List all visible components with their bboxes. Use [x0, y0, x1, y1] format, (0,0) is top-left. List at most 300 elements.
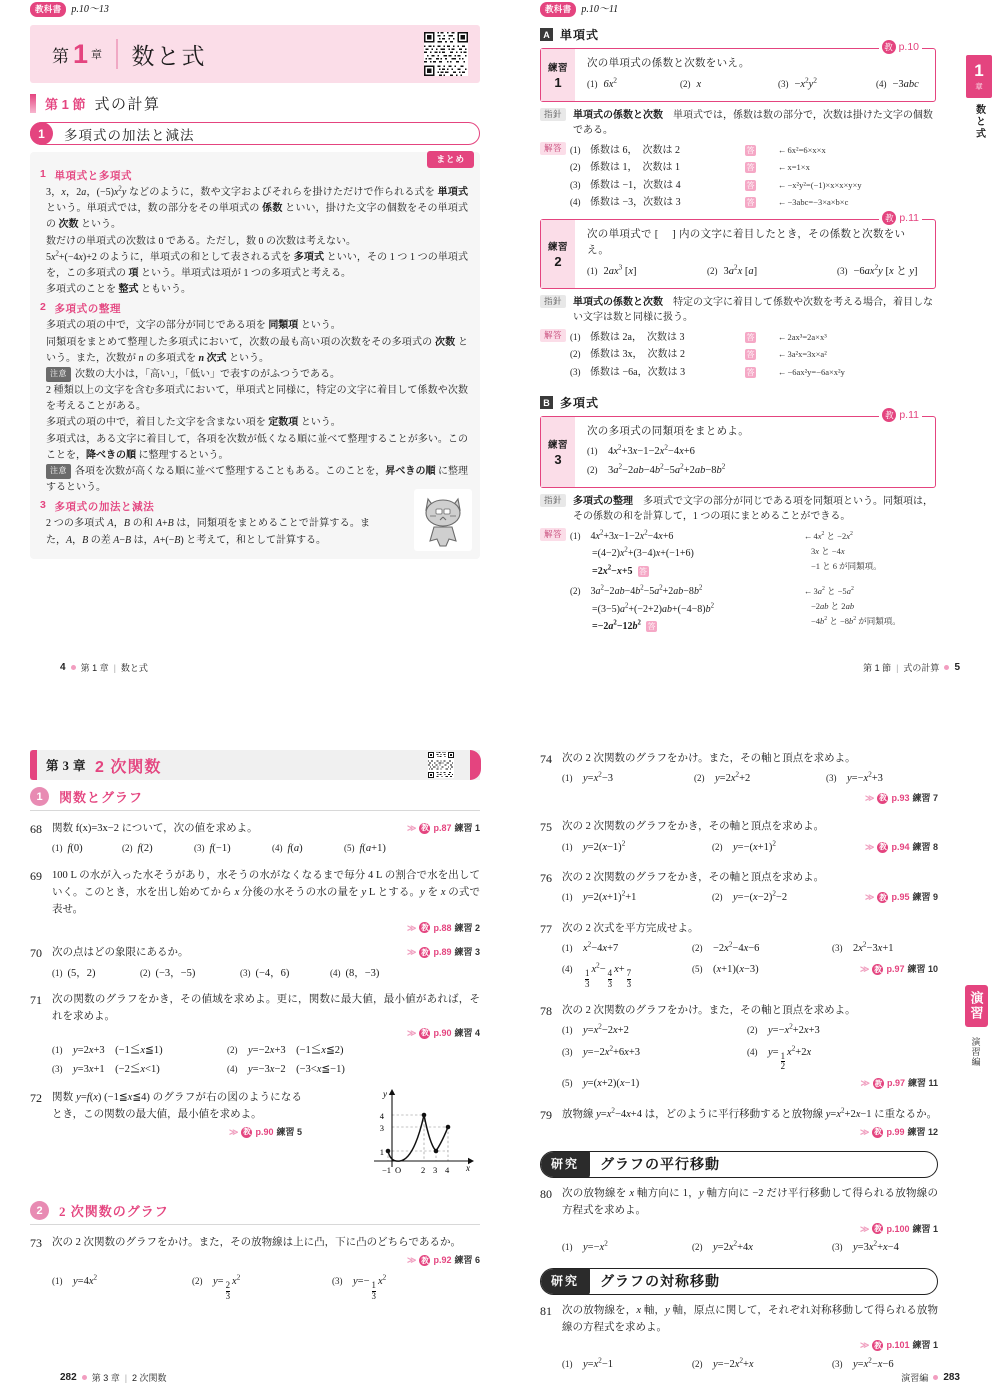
- practice-option: (2) x: [680, 78, 702, 90]
- summary-item-number: 1: [40, 168, 47, 180]
- practice-option: (4) −3abc: [876, 78, 919, 90]
- problem-options: [562, 940, 938, 957]
- section-accent-bar: [30, 94, 36, 113]
- problem-option: (3) (−4，6): [240, 967, 290, 979]
- problem-options: [562, 889, 938, 906]
- summary-item-heading: [40, 168, 468, 183]
- worked-note: $-4b^2$ と $-8b^2$ が同類項。: [811, 616, 901, 627]
- x-tick-4: 4: [445, 1165, 450, 1176]
- answer-note: ←3a²x=3x×a²: [778, 349, 827, 360]
- practice-tab-number: 3: [554, 452, 562, 468]
- summary-paragraph: 同類項をまとめて整理した多項式において，次数の最も高い項の次数をその多項式の 次数 という。また，次数が n の多項式を n 次式 という。: [46, 336, 468, 364]
- answer-mark-icon: 答: [746, 367, 755, 377]
- folio-right-top: [863, 661, 960, 674]
- practice-problem-1: [540, 41, 936, 102]
- folio-dot: [933, 1375, 938, 1380]
- worked-note: $\leftarrow 3a^2$ と $-5a^2$: [804, 586, 854, 597]
- qr-code-icon[interactable]: [428, 752, 454, 778]
- textbook-spread-bottom: [0, 700, 992, 1400]
- summary-note: 注意 各項を次数が高くなる順に並べて整理することもある。このことを，昇べきの順 に整理するという。: [46, 466, 469, 494]
- exercise-section-name: 関数とグラフ: [59, 790, 144, 805]
- problem-hint[interactable]: [860, 1125, 938, 1140]
- chapter-name: 数と式: [131, 43, 207, 69]
- problem-option: (4) $\frac{1}{3}$ $x^2-$ $\frac{4}{3}$ x+ $\frac{7}{3}$: [562, 961, 632, 989]
- textbook-reference-chip: [30, 0, 480, 17]
- problem-hint[interactable]: [861, 1076, 938, 1091]
- hint-label: 練習 8: [912, 841, 938, 852]
- summary-section: [30, 152, 480, 559]
- problem-option: (1) $y=-x^2$: [562, 1239, 608, 1254]
- shishin-block: [540, 494, 936, 525]
- x-tick-neg1: −1: [382, 1165, 392, 1176]
- chapter-number: 1: [73, 38, 89, 69]
- answer-note: ←−3abc=−3×a×b×c: [778, 197, 849, 208]
- shishin-title: 単項式の係数と次数: [573, 296, 664, 308]
- summary-item-heading: [40, 301, 468, 316]
- kenkyu-tag: 研究: [540, 1268, 590, 1295]
- chapter-side-tab-number: 1: [974, 61, 984, 80]
- problem-option: (5) (x+1)(x−3): [692, 964, 759, 976]
- hint-label: 練習 1: [454, 823, 480, 833]
- problem-hint[interactable]: [407, 921, 480, 936]
- problem-option: (1) $y=2(x-1)^2$: [562, 839, 626, 853]
- hint-label: 練習 9: [912, 892, 938, 903]
- practice-frame: [540, 48, 936, 102]
- exercise-side-tab-box: 演習: [965, 985, 988, 1027]
- textbook-mark-icon: 教: [874, 1340, 882, 1350]
- answer-text: 係数は −1，次数は 4: [590, 179, 681, 191]
- problem-option: (1) $y=x^2-3$: [562, 770, 613, 785]
- textbook-mark-icon: 教: [243, 1126, 251, 1136]
- summary-note: 注意 次数の大小は，「高い」，「低い」で表すのがふつうである。: [46, 367, 468, 383]
- practice-problem-3: [540, 409, 936, 487]
- textbook-chip-pages: p.10〜13: [71, 4, 109, 15]
- problem-option: (5) f(a+1): [344, 843, 386, 855]
- answer-index: (3): [570, 179, 581, 190]
- caution-tag: 注意: [46, 367, 71, 382]
- textbook-mark-icon: 教: [874, 1078, 883, 1088]
- hint-label: 練習 1: [912, 1223, 938, 1234]
- shishin-detail: 単項式では，係数は数の部分で，次数は掛けた文字の個数である。: [573, 109, 933, 137]
- worked-line: (1) $4x^2+3x-1-2x^2-4x+6$: [570, 529, 674, 542]
- x-tick-2: 2: [421, 1165, 426, 1176]
- hint-triangle-icon: ≫: [407, 922, 417, 933]
- hint-label: 練習 12: [907, 1127, 938, 1138]
- problem-option: (4) y= $\frac{1}{2}$ $x^2+2x$: [747, 1044, 812, 1072]
- hint-triangle-icon: ≫: [865, 841, 875, 852]
- section-name: 式の計算: [94, 97, 161, 113]
- problem-option: (1) $y=x^2-1$: [562, 1356, 613, 1371]
- answer-row: [570, 194, 936, 212]
- practice-body: [575, 49, 935, 101]
- chapter-side-tab-label: 数と式: [973, 104, 985, 140]
- problem-hint[interactable]: [865, 791, 938, 806]
- textbook-ref-page: p.11: [899, 211, 919, 224]
- problem-option: (3) $y=x^2-x-6$: [832, 1356, 894, 1371]
- textbook-mark-icon: 教: [882, 408, 896, 422]
- hint-triangle-icon: ≫: [860, 1127, 870, 1138]
- problem-hint[interactable]: [865, 890, 938, 905]
- answer-text: 係数は −6a，次数は 3: [590, 366, 686, 378]
- summary-item-title: 多項式の加法と減法: [54, 501, 155, 514]
- section-heading: [30, 93, 480, 114]
- practice-textbook-ref: [879, 408, 922, 422]
- caution-tag: 注意: [46, 464, 71, 479]
- practice-tab: [541, 220, 575, 288]
- problem-option: (2) $-2x^2-4x-6$: [692, 940, 760, 955]
- textbook-ref-page: p.10: [898, 41, 919, 53]
- hint-page: p.100: [886, 1223, 910, 1234]
- hint-triangle-icon: ≫: [860, 1078, 870, 1089]
- answer-mark-icon: 答: [746, 350, 755, 360]
- problem-hint[interactable]: [860, 1338, 938, 1353]
- problem-options: [52, 965, 480, 982]
- problem-71: [30, 991, 480, 1078]
- shishin-tag: 指針: [540, 494, 566, 507]
- textbook-mark-icon: 教: [882, 40, 896, 54]
- answer-mark-icon: 答: [746, 163, 755, 173]
- practice-question: 次の多項式の同類項をまとめよ。: [587, 426, 749, 438]
- problem-option: (5) y=(x+2)(x−1): [562, 1078, 640, 1090]
- folio-page-number: 5: [954, 662, 960, 673]
- answer-index: (2): [570, 349, 581, 360]
- group-name: 多項式: [560, 396, 600, 411]
- hint-triangle-icon: ≫: [407, 1027, 417, 1038]
- axis-label-x: x: [466, 1163, 470, 1174]
- problem-number: 71: [30, 993, 42, 1008]
- hint-triangle-icon: ≫: [407, 947, 417, 958]
- problem-text: 次の 2 次関数のグラフをかけ。また，その軸と頂点を求めよ。: [562, 1005, 856, 1017]
- folio-separator: |: [113, 662, 116, 673]
- problem-option: (1) $y=4x^2$: [52, 1273, 98, 1288]
- problem-option: (4) (8，−3): [330, 967, 380, 979]
- folio-chapter: 第 3 章: [91, 1373, 120, 1383]
- summary-paragraph: 多項式の項の中で，着目した文字を含まない項を 定数項 という。: [46, 417, 341, 429]
- page-left-top: [30, 0, 480, 690]
- worked-note: $\leftarrow 4x^2$ と $-2x^2$: [804, 530, 853, 541]
- folio-page-number: 282: [60, 1372, 77, 1383]
- problem-option: (2) (−3，−5): [140, 967, 196, 979]
- problem-hint[interactable]: [860, 1222, 938, 1237]
- summary-item-number: 3: [40, 499, 47, 512]
- answer-row: [570, 159, 936, 177]
- problem-options: [52, 1042, 480, 1059]
- problem-options: [52, 1061, 480, 1078]
- problem-options: [52, 840, 480, 857]
- kaitou-block: [540, 329, 936, 382]
- exercise-side-tab-label: 演習編: [970, 1037, 981, 1067]
- problem-hint[interactable]: [407, 821, 480, 836]
- worked-notes: [804, 583, 936, 636]
- problem-hint[interactable]: [860, 962, 938, 977]
- worked-line: $=2x^2-x+5$ 答: [592, 564, 648, 577]
- page-right-bottom: [540, 700, 990, 1400]
- mascot-illustration: [414, 489, 472, 551]
- axis-origin: O: [395, 1165, 402, 1176]
- problem-text: 次の点はどの象限にあるか。: [52, 947, 189, 959]
- textbook-mark-icon: 教: [421, 1255, 429, 1265]
- exercise-side-tab: [962, 985, 990, 1072]
- kaitou-block: [540, 142, 936, 212]
- summary-paragraph: 多項式は，ある文字に着目して，各項を次数が低くなる順に並べて整理することが多い。このことを，降べきの順 に整理するという。: [46, 433, 468, 461]
- worked-note: −2ab と 2ab: [811, 601, 855, 612]
- answer-mark-icon: 答: [746, 180, 755, 190]
- problem-number: 80: [540, 1186, 552, 1201]
- hint-triangle-icon: ≫: [860, 1223, 870, 1234]
- problem-78: [540, 1002, 938, 1093]
- problem-options: [562, 839, 938, 856]
- hint-page: p.88: [433, 922, 452, 933]
- problem-option: (2) $y=-(x-2)^2-2$: [712, 889, 788, 904]
- kaitou-tag: 解答: [540, 329, 566, 342]
- answer-index: (2): [570, 162, 581, 173]
- y-tick-3: 3: [379, 1123, 384, 1134]
- problem-option: (2) $y=-2x^2+x$: [692, 1356, 754, 1371]
- exercise-chapter-title: 2 次関数: [95, 758, 162, 776]
- problem-73: [30, 1234, 480, 1301]
- hint-triangle-icon: ≫: [229, 1126, 239, 1137]
- answer-row: [570, 177, 936, 195]
- answer-row: [570, 346, 936, 364]
- practice-option: (1) $4x^2+3x-1-2x^2-4x+6$: [587, 443, 695, 458]
- problem-option: (2) y= $\frac{2}{3}$ $x^2$: [192, 1273, 241, 1301]
- problem-number: 70: [30, 946, 42, 961]
- group-heading-a: [540, 26, 936, 43]
- textbook-mark-icon: 教: [879, 842, 887, 852]
- worked-solution: [570, 528, 936, 581]
- summary-paragraph: 多項式のことを 整式 ともいう。: [46, 284, 191, 296]
- practice-frame: [540, 416, 936, 487]
- practice-option: (1) $2ax^3$ [x]: [587, 263, 637, 278]
- kenkyu-title: グラフの対称移動: [600, 1275, 721, 1291]
- summary-item-heading: [40, 499, 468, 514]
- answer-row: [570, 364, 936, 382]
- problem-number: 79: [540, 1107, 552, 1122]
- summary-tag: まとめ: [427, 151, 474, 168]
- problem-option: (3) $y=-x^2+3$: [826, 770, 883, 785]
- practice-option: (1) $6x^2$: [587, 76, 617, 90]
- answer-mark-icon: 答: [746, 332, 755, 342]
- practice-body: [575, 417, 935, 486]
- problem-text: 次の 2 次関数のグラフをかけ。また，その放物線は上に凸，下に凸のどちらであるか。: [52, 1237, 461, 1249]
- practice-tab-title: 練習: [547, 441, 568, 452]
- hint-page: p.89: [433, 947, 452, 958]
- practice-tab-number: 1: [554, 74, 562, 90]
- problem-text: 放物線 $y=x^2-4x+4$ は，どのように平行移動すると放物線 $y=x^2+2x-1$ に重なるか。: [562, 1106, 938, 1120]
- practice-option: (2) $3a^2-2ab-4b^2-5a^2+2ab-8b^2$: [587, 462, 726, 477]
- problem-option: (3) y=3x+1 (−2≦x<1): [52, 1063, 160, 1075]
- textbook-ref-page: p.11: [899, 409, 919, 422]
- answer-text: 係数は 3x， 次数は 2: [590, 349, 686, 361]
- qr-code-icon[interactable]: [424, 32, 468, 76]
- shishin-title: 単項式の係数と次数: [573, 109, 664, 121]
- textbook-spread-top: [0, 0, 992, 690]
- textbook-reference-chip: [540, 0, 990, 17]
- problem-option: (2) $y=-(x+1)^2$: [712, 839, 776, 853]
- problem-68: [30, 820, 480, 858]
- problem-number: 73: [30, 1236, 42, 1251]
- kenkyu-title: グラフの平行移動: [600, 1158, 721, 1174]
- shishin-text: [573, 494, 936, 525]
- answer-note: ←−x²y²=(−1)×x×x×y×y: [778, 179, 862, 190]
- problem-number: 74: [540, 752, 552, 766]
- problem-80: [540, 1185, 938, 1257]
- hint-page: p.99: [886, 1127, 905, 1138]
- hint-page: p.97: [886, 1078, 905, 1089]
- problem-hint[interactable]: [407, 1026, 480, 1041]
- exercise-section-heading-1: [30, 787, 480, 806]
- summary-paragraph: 3，x，2a，$(-5)x^2y$ などのように，数や文字およびそれらを掛けただけで作られる式を 単項式 という。単項式では，数の部分をその単項式の 係数 といい，掛けた文字の個数をその単項式の 次数 という。: [46, 185, 469, 231]
- problem-options: [562, 770, 938, 787]
- worked-line: (2) $3a^2-2ab-4b^2-5a^2+2ab-8b^2$: [570, 585, 703, 598]
- summary-box: [30, 152, 480, 559]
- topic-badge: 1: [30, 122, 53, 145]
- kenkyu-heading-2: [540, 1268, 938, 1295]
- problem-hint[interactable]: [407, 1253, 480, 1268]
- chapter-prefix: 第: [52, 46, 70, 66]
- practice-problem-2: [540, 211, 936, 289]
- problem-options: [562, 1022, 938, 1039]
- summary-item-body: [40, 185, 468, 298]
- textbook-chip-label: 教科書: [30, 2, 66, 18]
- problem-option: (4) f(a): [272, 843, 303, 855]
- answer-index: (4): [570, 197, 581, 208]
- problem-text: 次の 2 次関数のグラフをかけ。また，その軸と頂点を求めよ。: [562, 753, 856, 764]
- folio-section: 第 1 節: [863, 663, 892, 673]
- problem-text: 次の放物線を x 軸方向に 1，y 軸方向に −2 だけ平行移動して得られる放物線の方程式を求めよ。: [562, 1187, 939, 1217]
- hint-page: p.101: [886, 1340, 910, 1351]
- problem-72: [30, 1089, 480, 1185]
- problem-options: [562, 961, 938, 989]
- exercise-section-heading-2: [30, 1201, 480, 1220]
- shishin-text: [573, 295, 936, 326]
- problem-options: [562, 1044, 938, 1072]
- answer-note: ←−6ax²y=−6a×x²y: [778, 366, 845, 377]
- answer-mark-icon: 答: [746, 198, 755, 208]
- problem-options: [562, 1075, 938, 1092]
- problem-number: 81: [540, 1303, 552, 1318]
- summary-item-title: 多項式の整理: [54, 303, 122, 316]
- practice-option: (3) $-6ax^2y$ [x と y]: [837, 263, 918, 278]
- hint-page: p.90: [255, 1126, 274, 1137]
- exercise-section-badge: 1: [30, 787, 49, 806]
- shishin-tag: 指針: [540, 295, 566, 308]
- problem-option: (2) $y=2x^2+2$: [694, 770, 751, 785]
- chapter-side-tab-suffix: 章: [975, 82, 983, 91]
- problem-79: [540, 1106, 938, 1140]
- hint-page: p.93: [891, 792, 910, 803]
- practice-tab-number: 2: [554, 253, 562, 269]
- hint-triangle-icon: ≫: [407, 823, 417, 833]
- problem-69: [30, 867, 480, 936]
- hint-label: 練習 1: [912, 1340, 938, 1351]
- exercise-section-badge: 2: [30, 1201, 49, 1220]
- practice-tab: [541, 49, 575, 101]
- practice-textbook-ref: [879, 40, 922, 54]
- axis-label-y: y: [383, 1089, 387, 1100]
- kenkyu-heading-1: [540, 1151, 938, 1178]
- graph-figure-72: [362, 1085, 480, 1177]
- practice-options: [587, 77, 925, 94]
- shishin-block: [540, 108, 936, 139]
- problem-options: [52, 1273, 480, 1301]
- folio-dot: [82, 1375, 87, 1380]
- kaitou-tag: 解答: [540, 528, 566, 541]
- page-left-bottom: [30, 700, 480, 1400]
- textbook-mark-icon: 教: [421, 922, 429, 932]
- problem-option: (2) y=−2x+3 (−1≦x≦2): [227, 1044, 344, 1056]
- folio-title: 式の計算: [903, 663, 940, 673]
- practice-options: [587, 264, 925, 281]
- folio-separator: |: [124, 1372, 128, 1383]
- answer-mark-icon: 答: [647, 622, 656, 632]
- practice-textbook-ref: [879, 211, 922, 225]
- shishin-block: [540, 295, 936, 326]
- textbook-mark-icon: 教: [421, 823, 429, 833]
- problem-number: 77: [540, 921, 552, 936]
- practice-tab-title: 練習: [547, 242, 568, 253]
- hint-page: p.87: [433, 823, 452, 833]
- practice-tab: [541, 417, 575, 486]
- folio-dot: [71, 665, 76, 670]
- worked-solution: [570, 583, 936, 636]
- textbook-chip-label: 教科書: [540, 2, 576, 18]
- hint-label: 練習 5: [276, 1126, 302, 1137]
- textbook-mark-icon: 教: [874, 964, 882, 974]
- folio-title: 演習編: [901, 1373, 929, 1383]
- summary-paragraph: 多項式の項の中で，文字の部分が同じである項を 同類項 という。: [46, 320, 341, 332]
- problem-option: (3) $2x^2-3x+1$: [832, 940, 894, 955]
- practice-question: 次の単項式で [ ] 内の文字に着目したとき，その係数と次数をいえ。: [587, 228, 906, 257]
- problem-75: [540, 818, 938, 856]
- worked-notes: [804, 528, 936, 581]
- answer-row: [570, 142, 936, 160]
- problem-options: [562, 1356, 938, 1373]
- hint-label: 練習 7: [912, 792, 938, 803]
- group-heading-b: [540, 394, 936, 411]
- summary-item-title: 単項式と多項式: [54, 170, 133, 182]
- hint-page: p.97: [886, 964, 905, 975]
- problem-hint[interactable]: [865, 840, 938, 855]
- problem-hint[interactable]: [229, 1125, 302, 1140]
- problem-option: (1) $y=x^2-2x+2$: [562, 1022, 629, 1037]
- chapter-suffix: 章: [91, 49, 103, 61]
- problem-text: 100 L の水が入った水そうがあり，水そうの水がなくなるまで毎分 4 L の割合で水を出していく。このとき，水を出し始めてから x 分後の水そうの水の量を y L とする。y を x の式で表せ。: [52, 869, 481, 916]
- hint-page: p.92: [433, 1255, 452, 1266]
- kaitou-block: [540, 528, 936, 636]
- problem-option: (3) $y=-2x^2+6x+3$: [562, 1044, 641, 1058]
- problem-option: (1) $y=2(x+1)^2+1$: [562, 889, 637, 904]
- answer-note: ←2ax³=2a×x³: [778, 331, 827, 342]
- summary-paragraph: $5x^2+(-4x)+2$ のように，単項式の和として表される式を 多項式 といい，その 1 つ 1 つの単項式を，この多項式の 項 という。単項式は項が 1 つの多項式と考える。: [46, 250, 468, 279]
- hint-page: p.90: [433, 1027, 452, 1038]
- practice-option: (3) $-x^2y^2$: [778, 76, 817, 90]
- exercise-section-name: 2 次関数のグラフ: [59, 1204, 169, 1220]
- chapter-side-tab: [966, 55, 992, 145]
- topic-pill: [30, 122, 480, 145]
- hint-label: 練習 2: [454, 922, 480, 933]
- page-right-top: [540, 0, 990, 690]
- problem-hint[interactable]: [407, 945, 480, 960]
- problem-option: (4) y=−3x−2 (−3<x≦−1): [227, 1063, 345, 1075]
- textbook-chip-pages: p.10〜11: [581, 4, 619, 15]
- answer-note: ←6x²=6×x×x: [778, 144, 826, 155]
- problem-option: (2) $y=2x^2+4x$: [692, 1239, 753, 1254]
- problem-number: 69: [30, 868, 42, 883]
- problem-number: 72: [30, 1091, 42, 1106]
- hint-label: 練習 4: [454, 1027, 480, 1038]
- folio-dot: [944, 665, 949, 670]
